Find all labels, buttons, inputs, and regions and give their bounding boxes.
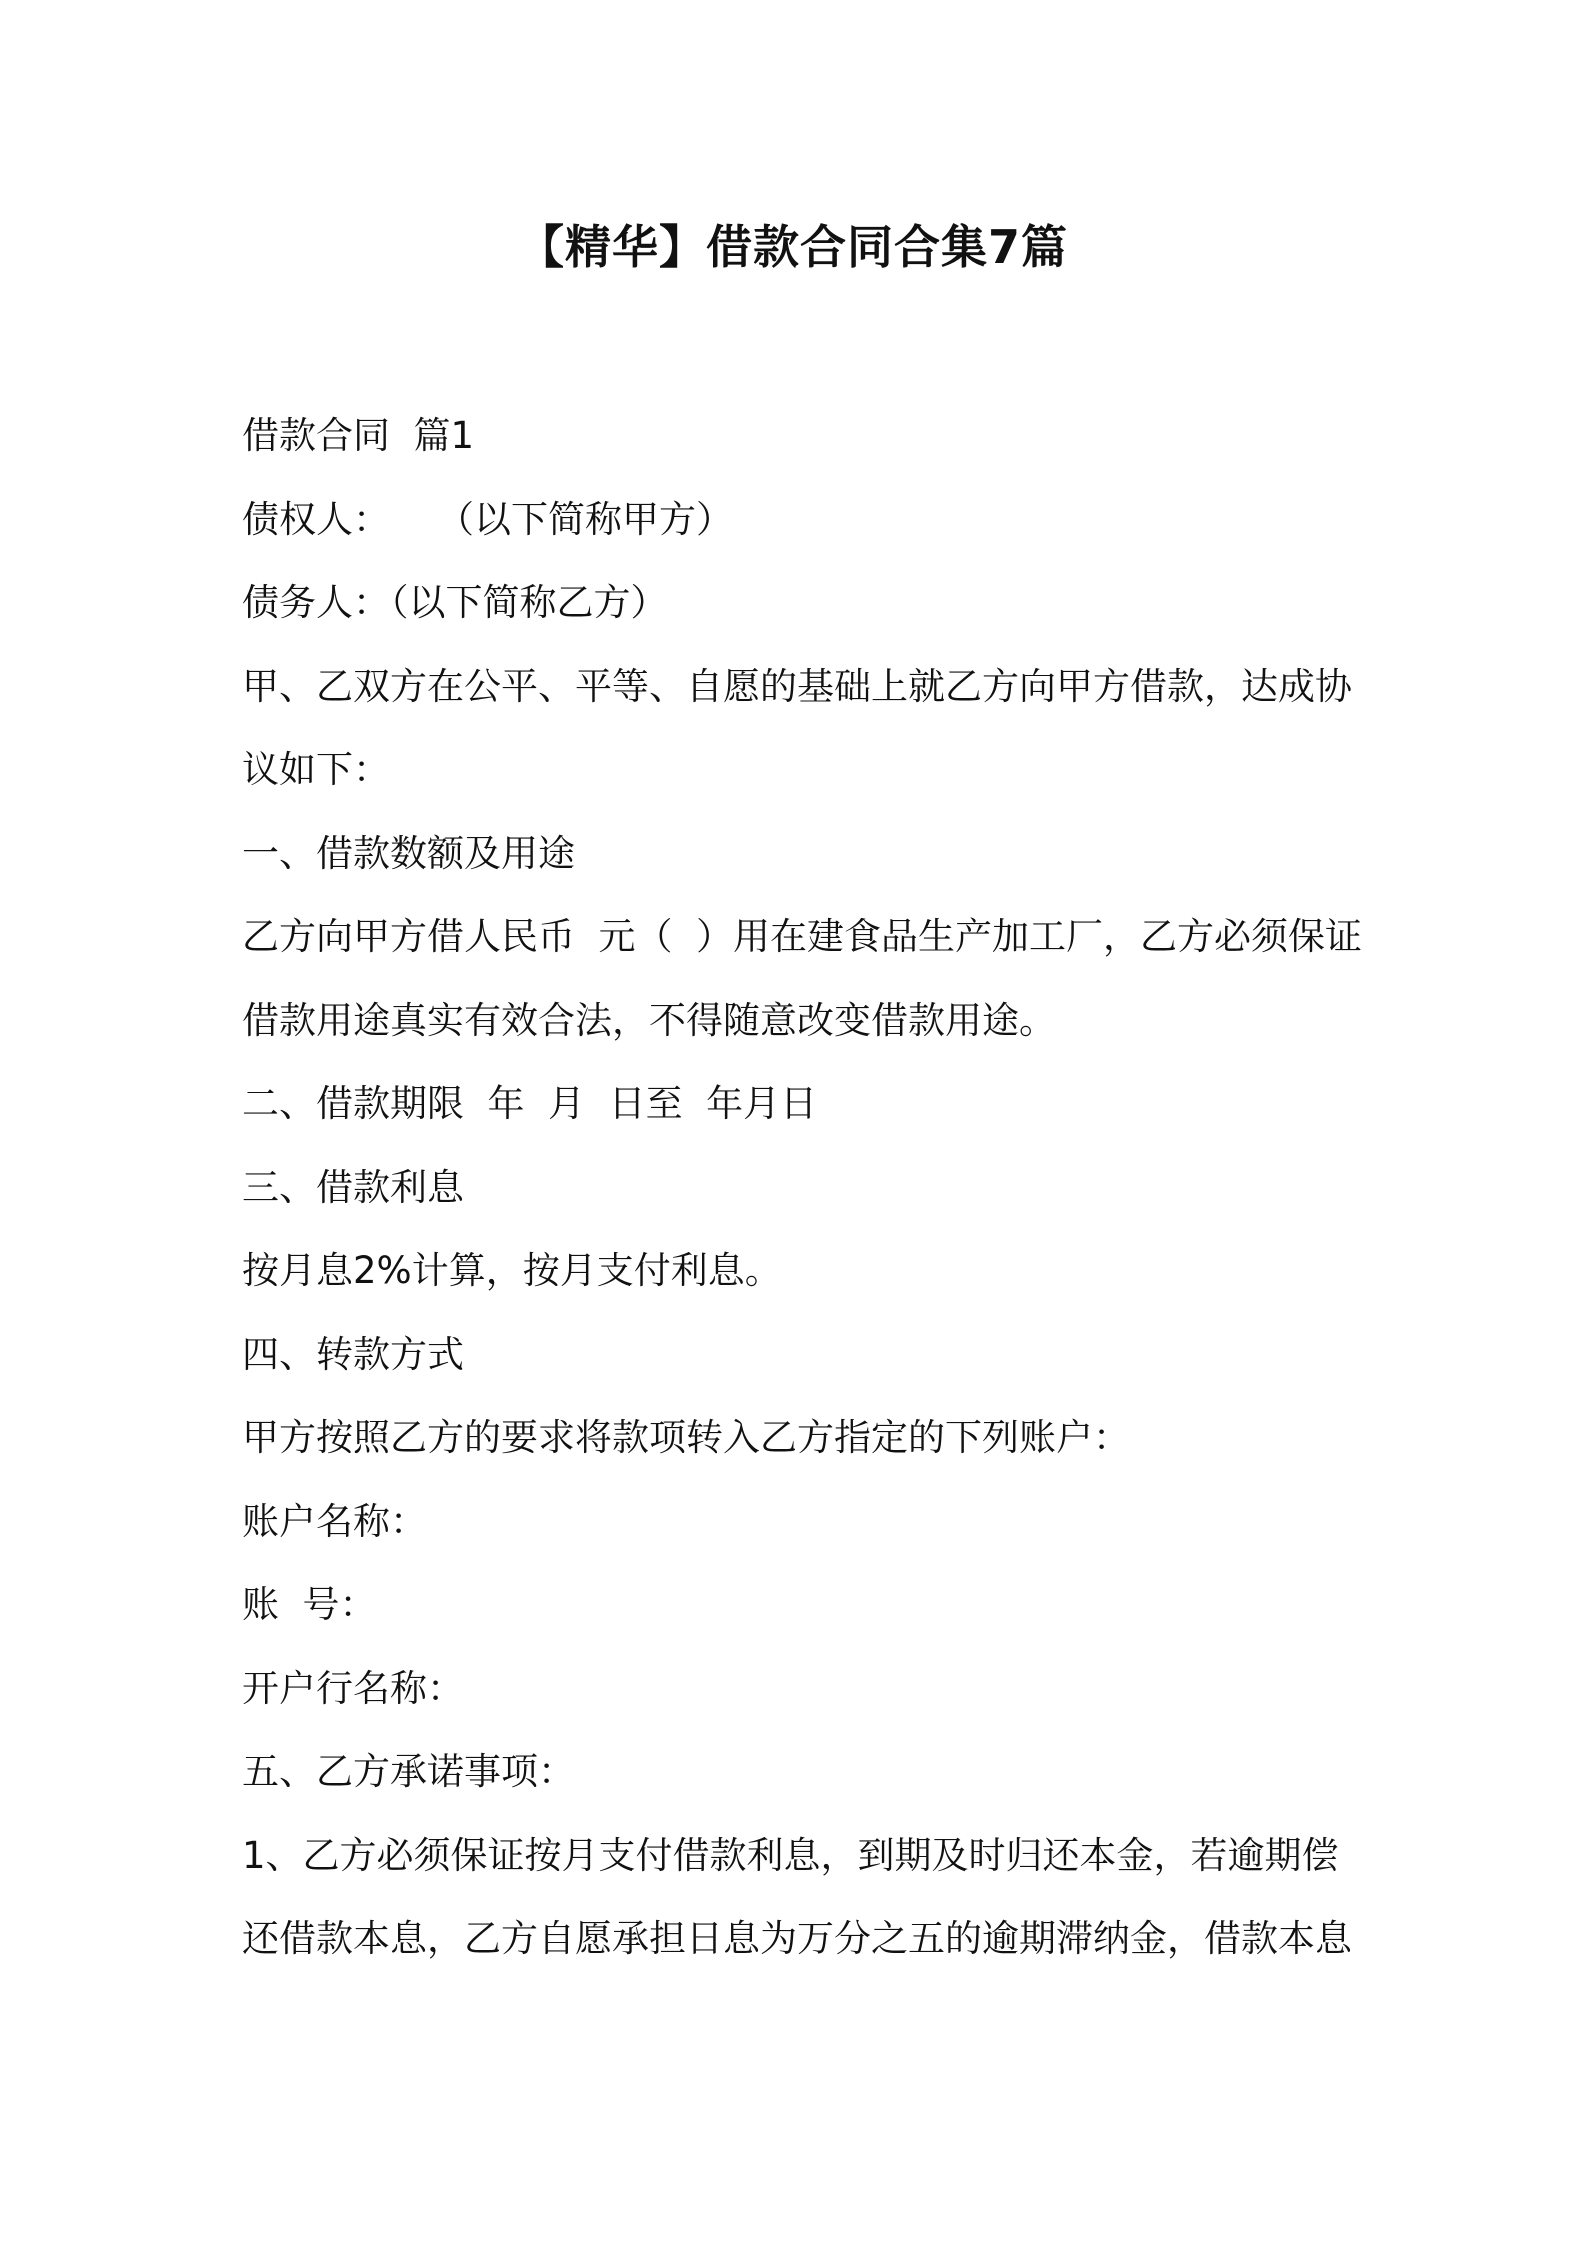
paragraph-line: 乙方向甲方借人民币 元（ ）用在建食品生产加工厂，乙方必须保证: [242, 915, 1362, 958]
creditor-line: 债权人： （以下简称甲方）: [242, 497, 734, 541]
clause-heading: 二、借款期限 年 月 日至 年月日: [242, 1082, 818, 1125]
paragraph-line: 1、乙方必须保证按月支付借款利息，到期及时归还本金，若逾期偿: [242, 1833, 1339, 1877]
clause-heading: 四、转款方式: [242, 1332, 464, 1376]
clause-heading: 五、乙方承诺事项：: [242, 1750, 575, 1793]
bank-name-line: 开户行名称：: [242, 1666, 464, 1710]
paragraph-line: 甲方按照乙方的要求将款项转入乙方指定的下列账户：: [242, 1416, 1130, 1459]
debtor-line: 债务人：（以下简称乙方）: [242, 581, 668, 624]
section-heading: 借款合同 篇1: [242, 414, 475, 457]
clause-heading: 三、借款利息: [242, 1165, 464, 1209]
account-name-line: 账户名称：: [242, 1499, 427, 1543]
account-number-line: 账 号：: [242, 1583, 377, 1626]
paragraph-line: 借款用途真实有效合法，不得随意改变借款用途。: [242, 998, 1056, 1042]
paragraph-line: 按月息2%计算，按月支付利息。: [242, 1249, 782, 1292]
paragraph-line: 甲、乙双方在公平、平等、自愿的基础上就乙方向甲方借款，达成协: [242, 664, 1352, 708]
paragraph-line: 议如下：: [242, 748, 390, 791]
document-body: [242, 400, 1362, 1987]
paragraph-line: 还借款本息，乙方自愿承担日息为万分之五的逾期滞纳金，借款本息: [242, 1917, 1352, 1960]
clause-heading: 一、借款数额及用途: [242, 831, 575, 875]
document-title: 【精华】借款合同合集7篇: [517, 220, 1068, 274]
